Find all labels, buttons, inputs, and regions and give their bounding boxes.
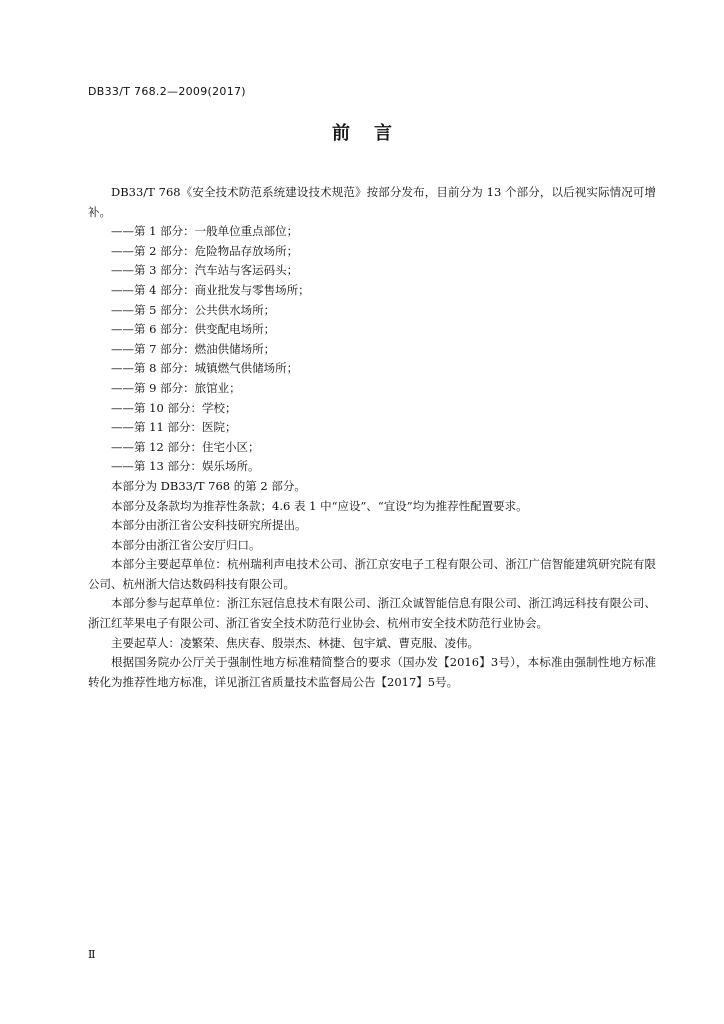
- list-item: ——第 3 部分：汽车站与客运码头；: [111, 263, 299, 278]
- list-item: ——第 8 部分：城镇燃气供储场所；: [111, 361, 299, 376]
- list-item: ——第 6 部分：供变配电场所；: [111, 322, 276, 337]
- recommended-paragraph: 本部分及条款均为推荐性条款；4.6 表 1 中“应设”、“宜设”均为推荐性配置要求。: [111, 498, 528, 513]
- list-item: ——第 7 部分：燃油供储场所；: [111, 341, 276, 356]
- participating-units-paragraph: 本部分参与起草单位：浙江东冠信息技术有限公司、浙江众诚智能信息有限公司、浙江鸿远科技有限公司、浙江红苹果电子有限公司、浙江省安全技术防范行业协会、杭州市安全技术防范行业协会。: [88, 596, 656, 631]
- intro-paragraph: DB33/T 768《安全技术防范系统建设技术规范》按部分发布，目前分为 13 个部分，以后视实际情况可增补。: [88, 185, 656, 219]
- list-item: ——第 13 部分：娱乐场所。: [111, 459, 260, 474]
- list-item: ——第 2 部分：危险物品存放场所；: [111, 243, 299, 258]
- page-number: Ⅱ: [88, 948, 96, 961]
- standard-code: DB33/T 768.2—2009(2017): [88, 85, 246, 98]
- managed-by-paragraph: 本部分由浙江省公安厅归口。: [111, 537, 261, 552]
- page-title: 前言: [332, 123, 416, 144]
- list-item: ——第 4 部分：商业批发与零售场所；: [111, 282, 310, 297]
- notice-paragraph: 根据国务院办公厅关于强制性地方标准精简整合的要求（国办发【2016】3号），本标准由强制性地方标准转化为推荐性地方标准，详见浙江省质量技术监督局公告【2017】5号。: [88, 655, 656, 689]
- list-item: ——第 5 部分：公共供水场所；: [111, 302, 276, 317]
- list-item: ——第 10 部分：学校；: [111, 400, 237, 415]
- list-item: ——第 12 部分：住宅小区；: [111, 439, 260, 454]
- foreword-body: [88, 183, 656, 692]
- list-item: ——第 9 部分：旅馆业；: [111, 380, 241, 395]
- list-item: ——第 11 部分：医院；: [111, 420, 237, 435]
- main-drafting-units-paragraph: 本部分主要起草单位：杭州瑞利声电技术公司、浙江京安电子工程有限公司、浙江广信智能建筑研究院有限公司、杭州浙大信达数码科技有限公司。: [88, 557, 656, 591]
- parts-list: [88, 222, 656, 477]
- proposed-by-paragraph: 本部分由浙江省公安科技研究所提出。: [111, 518, 307, 533]
- this-part-paragraph: 本部分为 DB33/T 768 的第 2 部分。: [111, 478, 306, 493]
- main-drafters-paragraph: 主要起草人：凌繁荣、焦庆春、殷崇杰、林捷、包宇斌、曹克服、凌伟。: [111, 635, 479, 650]
- list-item: ——第 1 部分：一般单位重点部位；: [111, 224, 299, 239]
